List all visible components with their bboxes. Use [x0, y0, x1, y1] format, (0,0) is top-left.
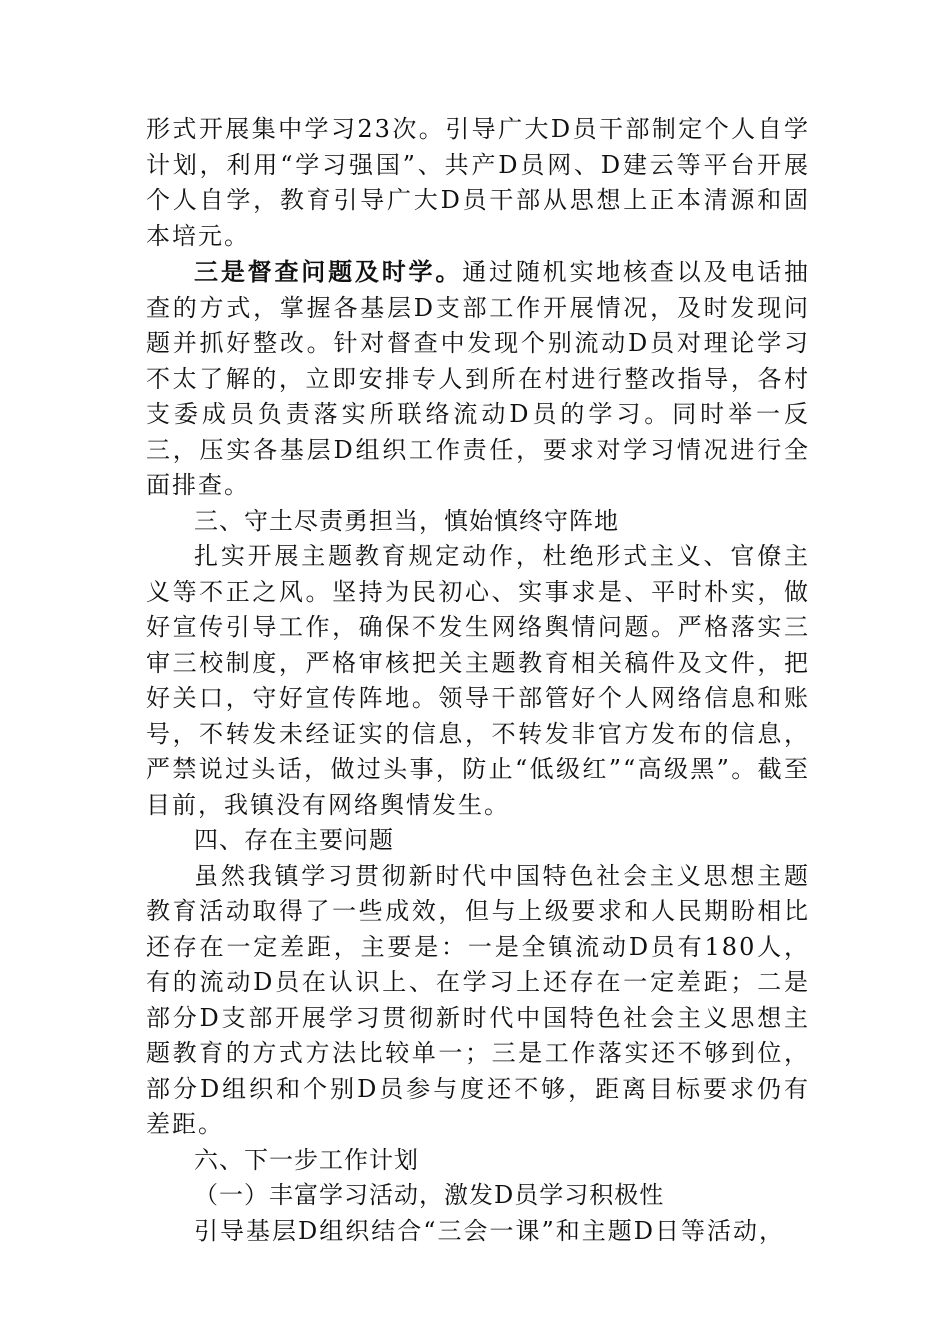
paragraph-propaganda: 扎实开展主题教育规定动作，杜绝形式主义、官僚主义等不正之风。坚持为民初心、实事求是、平时朴实，做好宣传引导工作，确保不发生网络舆情问题。严格落实三审三校制度，严格审核把关主题教育相关稿件及文件，把好关口，守好宣传阵地。领导干部管好个人网络信息和账号，不转发未经证实的信息，不转发非官方发布的信息，严禁说过头话，做过头事，防止“低级红”“高级黑”。截至目前，我镇没有网络舆情发生。 — [146, 542, 810, 819]
section-heading-4: 四、存在主要问题 — [194, 826, 394, 854]
section-heading-6: 六、下一步工作计划 — [194, 1145, 419, 1174]
paragraph-study-summary: 形式开展集中学习23次。引导广大D员干部制定个人自学计划，利用“学习强国”、共产D员网、D建云等平台开展个人自学，教育引导广大D员干部从思想上正本清源和固本培元。 — [146, 115, 810, 250]
paragraph-supervision — [146, 254, 810, 504]
paragraph-supervision-text: 通过随机实地核查以及电话抽查的方式，掌握各基层D支部工作开展情况，及时发现问题并抓好整改。针对督查中发现个别流动D员对理论学习不太了解的，立即安排专人到所在村进行整改指导，各村支委成员负责落实所联络流动D员的学习。同时举一反三，压实各基层D组织工作责任，要求对学习情况进行全面排查。 — [146, 258, 811, 499]
paragraph-lead-bold: 三是督查问题及时学。 — [194, 257, 463, 286]
document-body — [146, 112, 810, 1249]
paragraph-plan: 引导基层D组织结合“三会一课”和主题D日等活动， — [194, 1216, 786, 1245]
paragraph-problems: 虽然我镇学习贯彻新时代中国特色社会主义思想主题教育活动取得了一些成效，但与上级要求和人民期盼相比还存在一定差距，主要是：一是全镇流动D员有180人，有的流动D员在认识上、在学习上还存在一定差距；二是部分D支部开展学习贯彻新时代中国特色社会主义思想主题教育的方式方法比较单一；三是工作落实还不够到位，部分D组织和个别D员参与度还不够，距离目标要求仍有差距。 — [146, 861, 810, 1138]
section-heading-3: 三、守土尽责勇担当，慎始慎终守阵地 — [194, 506, 619, 535]
subsection-heading-6-1: （一）丰富学习活动，激发D员学习积极性 — [194, 1181, 665, 1209]
